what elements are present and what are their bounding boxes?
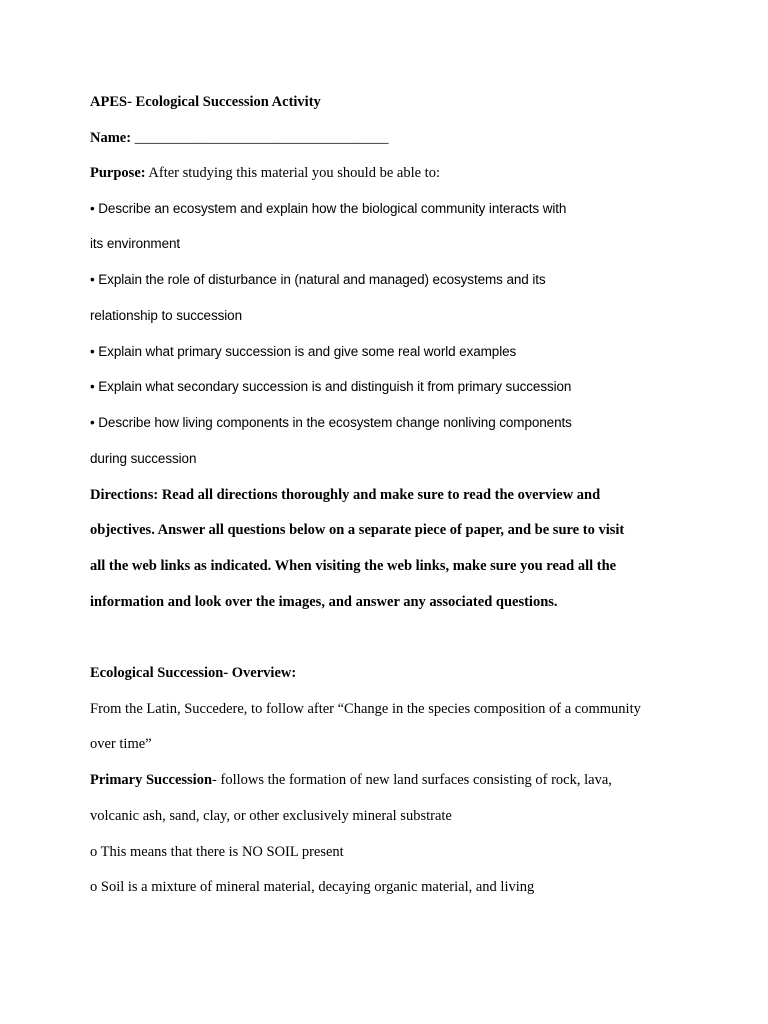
objective-line: its environment (90, 236, 181, 251)
directions-line: information and look over the images, and answer any associated questions. (90, 594, 558, 610)
primary-succession-continued: volcanic ash, sand, clay, or other exclusively mineral substrate (90, 808, 452, 824)
name-label: Name: (90, 130, 132, 146)
sub-point: o This means that there is NO SOIL present (90, 844, 344, 860)
objective-line: • Explain what primary succession is and give some real world examples (90, 344, 517, 359)
overview-line: From the Latin, Succedere, to follow after “Change in the species composition of a community (90, 701, 641, 717)
name-line (90, 128, 388, 148)
primary-succession-label: Primary Succession (90, 772, 213, 788)
document-title: APES- Ecological Succession Activity (90, 94, 321, 110)
objective-line: • Explain what secondary succession is and distinguish it from primary succession (90, 379, 572, 394)
objective-line: • Explain the role of disturbance in (natural and managed) ecosystems and its (90, 272, 546, 287)
primary-succession-text: - follows the formation of new land surfaces consisting of rock, lava, (212, 772, 612, 788)
primary-succession-line (90, 770, 612, 790)
purpose-text: After studying this material you should be able to: (145, 165, 440, 181)
overview-heading: Ecological Succession- Overview: (90, 665, 297, 681)
name-blank: ___________________________________ (134, 130, 389, 146)
overview-line: over time” (90, 736, 152, 752)
directions-line: all the web links as indicated. When visiting the web links, make sure you read all the (90, 558, 617, 574)
objective-line: relationship to succession (90, 308, 242, 323)
directions-line: Directions: Read all directions thoroughly and make sure to read the overview and (90, 487, 601, 503)
objective-line: • Describe how living components in the ecosystem change nonliving components (90, 415, 572, 430)
objective-line: during succession (90, 451, 197, 466)
sub-point: o Soil is a mixture of mineral material, decaying organic material, and living (90, 879, 535, 895)
objective-line: • Describe an ecosystem and explain how the biological community interacts with (90, 201, 567, 216)
purpose-label: Purpose: (90, 165, 146, 181)
purpose-line (90, 163, 440, 183)
directions-line: objectives. Answer all questions below on a separate piece of paper, and be sure to visit (90, 522, 625, 538)
